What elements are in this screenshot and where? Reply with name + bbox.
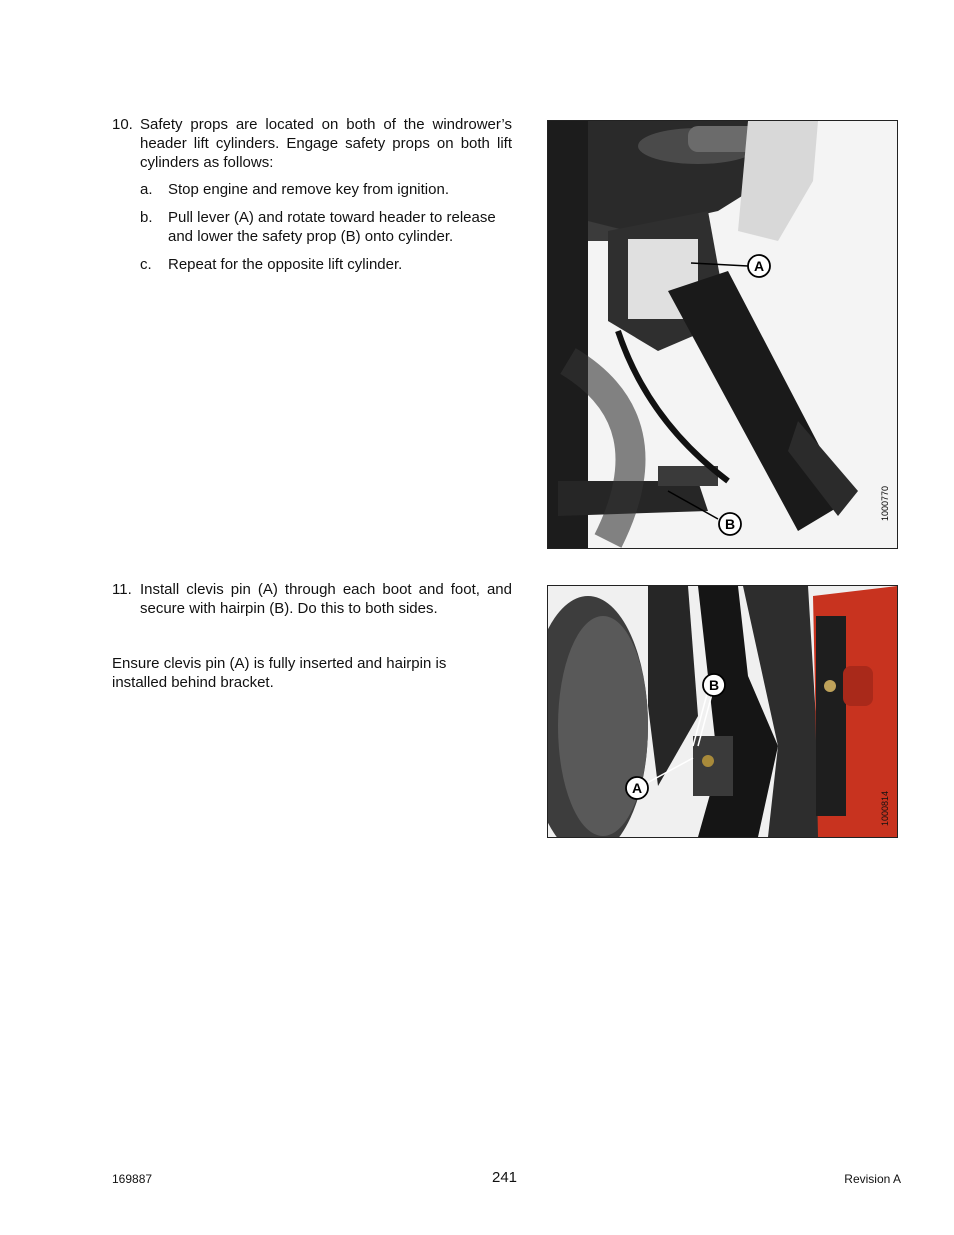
substep-letter: b. xyxy=(140,209,153,226)
substep-letter: a. xyxy=(140,181,153,198)
figure-id: 1000770 xyxy=(880,485,890,521)
figure-safety-prop xyxy=(547,120,898,549)
doc-number: 169887 xyxy=(112,1172,153,1186)
substep-letter: c. xyxy=(140,256,152,273)
step-11 xyxy=(112,580,512,618)
revision-label: Revision A xyxy=(844,1172,901,1186)
callout-layer xyxy=(548,121,897,548)
callout-b: B xyxy=(724,516,736,532)
substep-text: Stop engine and remove key from ignition. xyxy=(168,181,449,198)
callout-a: A xyxy=(631,780,643,796)
figure-id: 1000814 xyxy=(880,790,890,826)
page-number: 241 xyxy=(492,1169,518,1186)
substep-b xyxy=(140,208,512,246)
step-number: 11. xyxy=(112,581,132,598)
callout-a: A xyxy=(753,258,765,274)
figure-clevis-pin xyxy=(547,585,898,838)
callout-b: B xyxy=(708,677,720,693)
step-10 xyxy=(112,115,512,172)
substep-a xyxy=(140,180,512,199)
callout-layer xyxy=(548,586,897,837)
step-text: Safety props are located on both of the windrower’s header lift cylinders. Engage safety props on both lift cylinders as follows: xyxy=(140,116,512,171)
substep-c xyxy=(140,255,512,274)
step-number: 10. xyxy=(112,116,133,133)
substep-text: Pull lever (A) and rotate toward header to release and lower the safety prop (B) onto cylinder. xyxy=(168,209,496,245)
note-text: Ensure clevis pin (A) is fully inserted and hairpin is installed behind bracket. xyxy=(112,655,447,691)
substep-text: Repeat for the opposite lift cylinder. xyxy=(168,256,403,273)
step-text: Install clevis pin (A) through each boot and foot, and secure with hairpin (B). Do this to both sides. xyxy=(140,581,512,617)
